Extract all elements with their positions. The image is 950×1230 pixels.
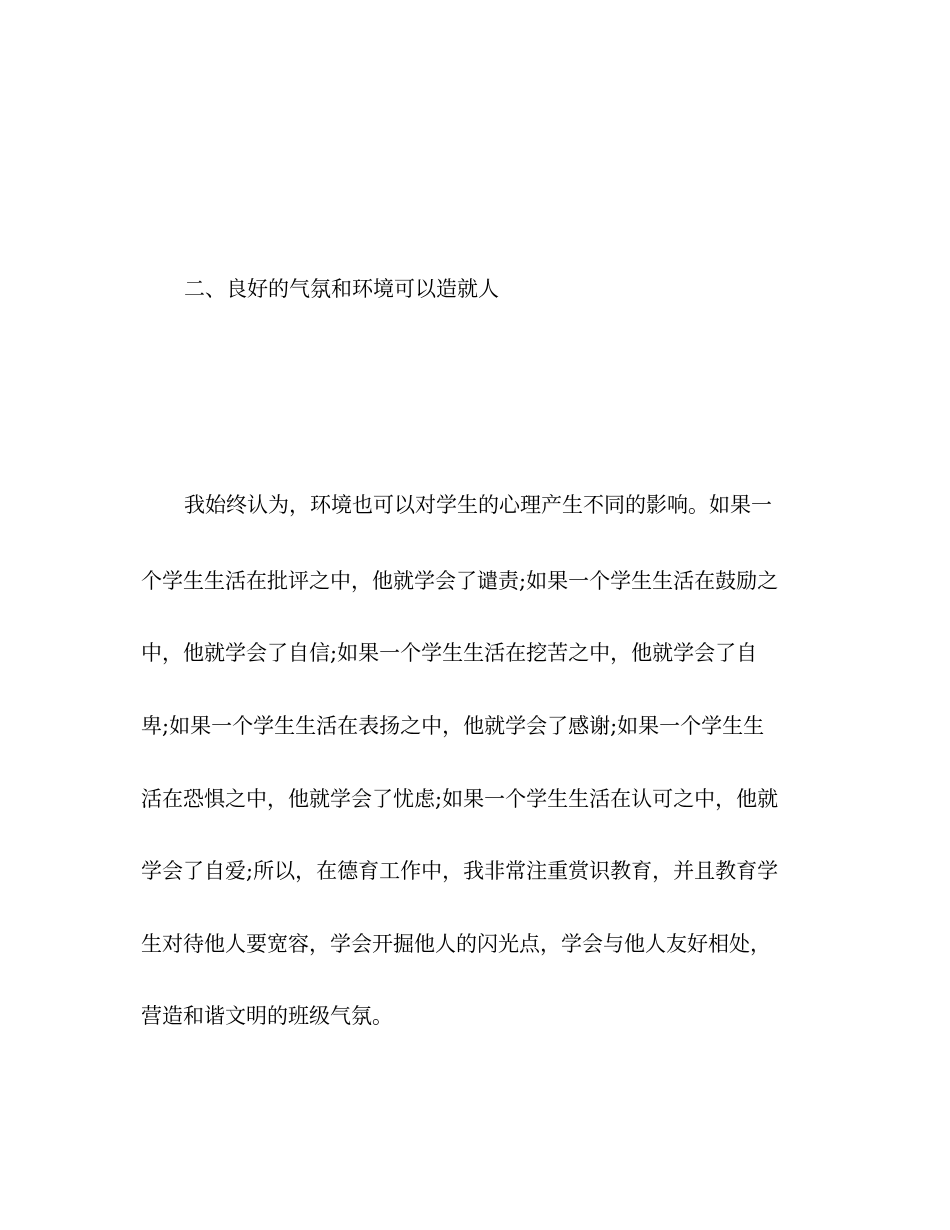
paragraph-line: 生对待他人要宽容，学会开掘他人的闪光点，学会与他人友好相处， (141, 932, 771, 956)
paragraph-line: 活在恐惧之中，他就学会了忧虑;如果一个学生生活在认可之中，他就 (141, 787, 779, 811)
paragraph-line: 个学生生活在批评之中，他就学会了谴责;如果一个学生生活在鼓励之 (141, 569, 779, 593)
paragraph-line: 我始终认为，环境也可以对学生的心理产生不同的影响。如果一 (184, 493, 772, 517)
paragraph-line: 学会了自爱;所以，在德育工作中，我非常注重赏识教育，并且教育学 (141, 859, 779, 883)
paragraph-line: 营造和谐文明的班级气氛。 (141, 1004, 393, 1028)
paragraph-line: 中，他就学会了自信;如果一个学生生活在挖苦之中，他就学会了自 (141, 641, 758, 665)
paragraph-line: 卑;如果一个学生生活在表扬之中，他就学会了感谢;如果一个学生生 (141, 714, 765, 738)
section-heading: 二、良好的气氛和环境可以造就人 (184, 277, 499, 301)
